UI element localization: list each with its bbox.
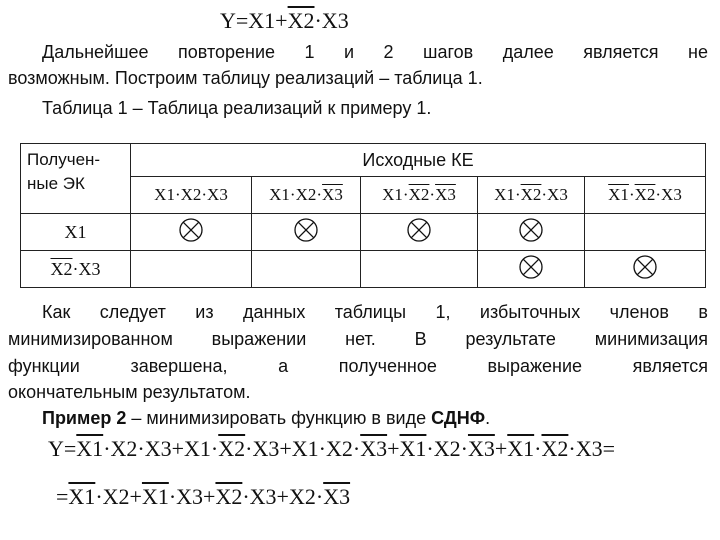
ke-term-part: · (628, 185, 635, 204)
row-label (21, 214, 131, 251)
word: 1 (304, 42, 315, 62)
formula-part: X1 (141, 484, 169, 509)
otimes-icon (179, 218, 203, 242)
ke-column-header (131, 177, 252, 214)
table-cell (252, 214, 361, 251)
example-text: – минимизировать функцию в виде (126, 408, 432, 428)
table-cell (478, 214, 585, 251)
paragraph-2-line (42, 300, 708, 324)
word: а (278, 356, 289, 376)
example-line (42, 406, 490, 430)
table-cell (585, 251, 706, 288)
formula-part: = (56, 484, 69, 509)
ke-column-header (252, 177, 361, 214)
formula-part: X2 (215, 484, 243, 509)
table-row (21, 214, 706, 251)
formula-part: X1 (76, 436, 104, 461)
table-cell (585, 214, 706, 251)
word: далее (502, 42, 554, 62)
ke-term-part: ·X3 (655, 185, 682, 204)
paragraph-2-line (8, 354, 708, 378)
ke-column-header (361, 177, 478, 214)
ke-term-part: X2 (520, 185, 542, 204)
word: 2 (383, 42, 394, 62)
formula-result (56, 484, 350, 510)
word: полученное (338, 356, 437, 376)
ke-term-part: ·X3 (541, 185, 568, 204)
table-cell (131, 214, 252, 251)
ke-term-part: X1· (382, 185, 409, 204)
otimes-icon (407, 218, 431, 242)
word: данных (242, 302, 306, 322)
formula-part: ·X3+X2· (242, 484, 324, 509)
formula-part: X3 (467, 436, 495, 461)
word: выражении (211, 329, 307, 349)
formula-part: X1 (507, 436, 535, 461)
word: таблицы (334, 302, 407, 322)
word: В (414, 329, 427, 349)
word: выражение (487, 356, 583, 376)
word: Как (42, 302, 71, 322)
example-title: Пример 2 (42, 408, 127, 428)
word: в (698, 302, 708, 322)
formula-part: X3 (360, 436, 388, 461)
otimes-icon (519, 255, 543, 279)
formula-part: X3 (323, 484, 351, 509)
formula-top-part: X2 (287, 8, 315, 33)
formula-part: · (534, 436, 542, 461)
formula-part: X2 (541, 436, 569, 461)
ke-column-header (478, 177, 585, 214)
paragraph-2-last: окончательным результатом. (8, 382, 251, 402)
formula-part: ·X2+ (95, 484, 142, 509)
otimes-icon (633, 255, 657, 279)
formula-part: + (494, 436, 508, 461)
word: минимизированном (8, 329, 173, 349)
table-caption: Таблица 1 – Таблица реализаций к примеру 1. (42, 98, 432, 118)
formula-part: X1 (68, 484, 96, 509)
ke-term-part: X3 (435, 185, 456, 204)
table-cell (361, 251, 478, 288)
row-label-part: X1 (64, 221, 87, 242)
ke-term-part: X2 (634, 185, 656, 204)
ke-term-part: X1·X2· (269, 185, 323, 204)
formula-top (220, 8, 349, 34)
table-row (21, 251, 706, 288)
word: 1, (435, 302, 451, 322)
ke-column-header (585, 177, 706, 214)
ke-term-part: · (514, 185, 521, 204)
formula-top-part: ·X3 (314, 8, 349, 33)
word: Дальнейшее (42, 42, 149, 62)
word: не (688, 42, 708, 62)
word: минимизация (594, 329, 708, 349)
example-sdnf: СДНФ (431, 408, 486, 428)
formula-part: + (387, 436, 400, 461)
otimes-icon (294, 218, 318, 242)
row-label-part: X2 (50, 258, 73, 279)
word: результате (465, 329, 556, 349)
ke-term-part: X2 (408, 185, 430, 204)
word: следует (99, 302, 166, 322)
ke-term-part: X3 (322, 185, 343, 204)
ke-term-part: · (429, 185, 436, 204)
formula-part: X2 (218, 436, 246, 461)
word: является (583, 42, 659, 62)
table-cell (131, 251, 252, 288)
table-group-header: Исходные КЕ (131, 144, 706, 177)
paragraph-2-line (8, 327, 708, 351)
formula-part: ·X3+ (168, 484, 216, 509)
word: является (632, 356, 708, 376)
word: избыточных (479, 302, 581, 322)
otimes-icon (519, 218, 543, 242)
paragraph-1-line-1 (42, 40, 708, 64)
formula-part: ·X3+X1·X2· (245, 436, 361, 461)
formula-part: ·X2·X3+X1· (103, 436, 219, 461)
word: нет. (345, 329, 376, 349)
ke-term-part: X1 (494, 185, 515, 204)
table-cell (361, 214, 478, 251)
paragraph-1-line-2: возможным. Построим таблицу реализаций – таблица 1. (8, 68, 483, 88)
formula-top-part: Y=X1+ (220, 8, 288, 33)
word: завершена, (130, 356, 228, 376)
table-cell (252, 251, 361, 288)
word: шагов (423, 42, 474, 62)
word: повторение (178, 42, 276, 62)
ke-term-part: X1 (608, 185, 629, 204)
formula-part: X1 (399, 436, 427, 461)
formula-part: Y= (48, 436, 77, 461)
table-corner-label: Получен-ные ЭК (21, 144, 131, 214)
table-cell (478, 251, 585, 288)
word: функции (8, 356, 80, 376)
word: и (344, 42, 355, 62)
example-end: . (485, 408, 491, 428)
formula-part: ·X2· (426, 436, 468, 461)
formula-part: ·X3= (568, 436, 615, 461)
formula-sdnf (48, 436, 615, 462)
row-label-part: ·X3 (72, 258, 101, 279)
word: членов (609, 302, 669, 322)
ke-term-part: X1·X2·X3 (154, 185, 228, 204)
row-label (21, 251, 131, 288)
realization-table (20, 143, 706, 288)
word: из (195, 302, 214, 322)
